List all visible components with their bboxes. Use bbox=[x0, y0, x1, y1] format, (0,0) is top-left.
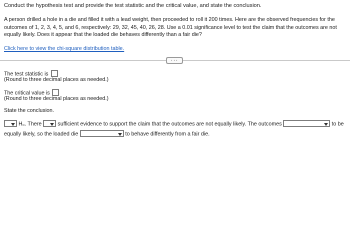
equally-likely-text: equally likely, so the loaded die bbox=[4, 131, 79, 138]
test-statistic-label: The test statistic is bbox=[4, 71, 49, 78]
question-area bbox=[4, 3, 346, 53]
h0-text: H₀. There bbox=[18, 121, 42, 128]
conclusion-row-2 bbox=[4, 130, 210, 139]
to-be-text: to be bbox=[331, 121, 344, 128]
round-hint-1: (Round to three decimal places as needed.) bbox=[4, 77, 109, 83]
critical-value-input[interactable] bbox=[52, 89, 59, 96]
chi-square-table-link[interactable]: Click here to view the chi-square distribution table. bbox=[4, 45, 125, 52]
conclusion-row-1 bbox=[4, 120, 344, 129]
reject-decision-select[interactable] bbox=[4, 120, 17, 127]
conclusion-label: State the conclusion. bbox=[4, 108, 55, 114]
question-title: Conduct the hypothesis test and provide the test statistic and the critical value, and state the conclusion. bbox=[4, 3, 262, 9]
outcomes-select[interactable] bbox=[283, 120, 330, 127]
chevron-down-icon bbox=[118, 133, 122, 136]
critical-value-label: The critical value is bbox=[4, 90, 50, 97]
evidence-text: sufficient evidence to support the claim that the outcomes are not equally likely. The outcomes bbox=[57, 121, 282, 128]
expand-more-button[interactable]: ··· bbox=[166, 57, 183, 64]
test-statistic-input[interactable] bbox=[51, 70, 58, 77]
behave-differently-text: to behave differently from a fair die. bbox=[125, 131, 210, 138]
chevron-down-icon bbox=[324, 123, 328, 126]
chevron-down-icon bbox=[50, 123, 54, 126]
evidence-select[interactable] bbox=[43, 120, 56, 127]
chevron-down-icon bbox=[11, 123, 15, 126]
behavior-select[interactable] bbox=[80, 130, 124, 137]
round-hint-2: (Round to three decimal places as needed.) bbox=[4, 96, 109, 102]
problem-statement: A person drilled a hole in a die and filled it with a lead weight, then proceeded to roll it 200 times. Here are the observed frequencies for the outcomes of 1, 2, 3, 4, 5, and 6, respectively: 29, 32, 45, 40, 26, 28. Use a 0.01 significance level to test the claim that the outcomes are not equally likely. Does it appear that the loaded die behaves differently than a fair die? bbox=[4, 17, 337, 38]
